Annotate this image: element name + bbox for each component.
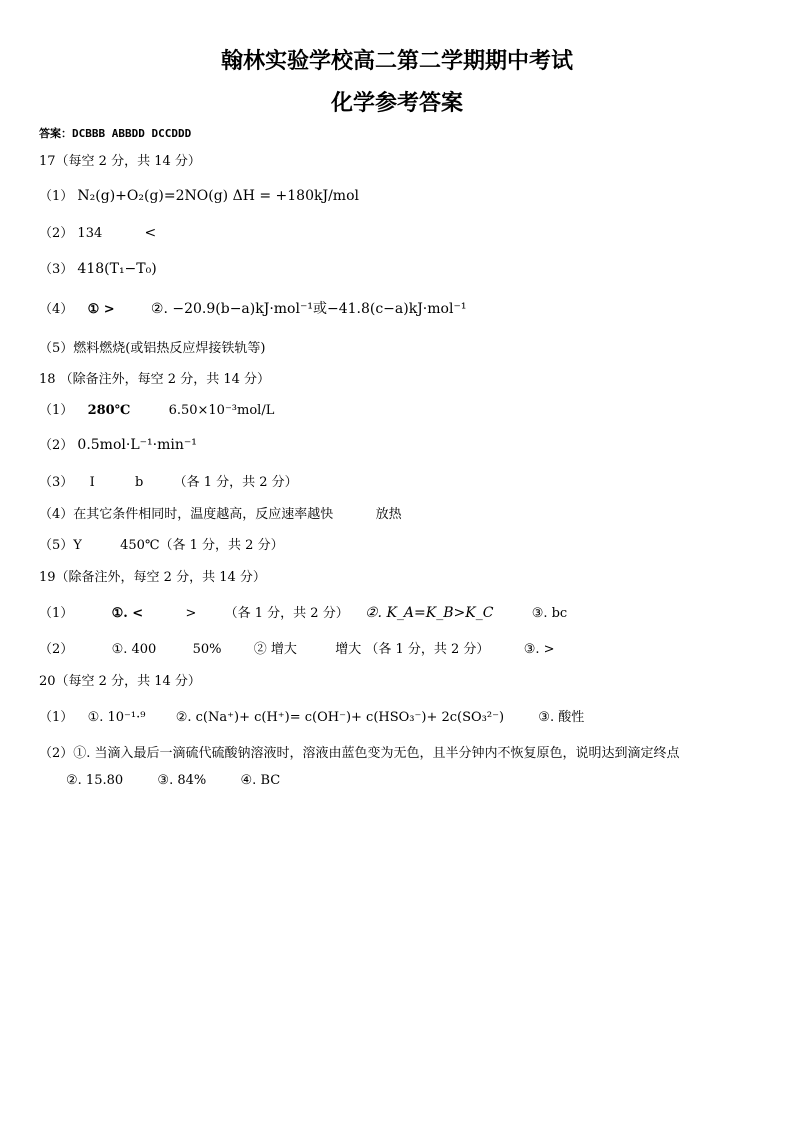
q18-1-answer-a: 280℃ — [87, 403, 131, 418]
q20-line-2: （2）①. 当滴入最后一滴硫代硫酸钠溶液时，溶液由蓝色变为无色，且半分钟内不恢复原色，说明达到滴定终点 — [39, 746, 680, 761]
q19-header: 19（除备注外，每空 2 分，共 14 分） — [39, 570, 266, 585]
q17-3-answer: 418(T₁−T₀) — [77, 261, 157, 277]
q17-2-answer-a: 134 — [77, 226, 103, 241]
q18-2-number: （2） — [39, 438, 74, 453]
q19-1-answer-b: > — [185, 606, 197, 621]
q17-1-number: （1） — [39, 189, 74, 204]
q19-2-answer-e: ③. > — [523, 642, 555, 657]
q17-2-answer-b: < — [144, 225, 157, 241]
q18-3-answer-a: I — [89, 475, 95, 490]
q18-4-answer-a: （4）在其它条件相同时，温度越高，反应速率越快 — [39, 507, 334, 522]
q18-line-2 — [39, 434, 197, 453]
q18-header: 18 （除备注外，每空 2 分，共 14 分） — [39, 372, 271, 387]
q17-4-answer-a: ① > — [87, 302, 115, 317]
q19-line-1 — [39, 602, 567, 621]
q18-line-1 — [39, 399, 274, 418]
q17-line-3 — [39, 258, 157, 277]
q18-2-answer: 0.5mol·L⁻¹·min⁻¹ — [77, 437, 197, 453]
q18-4-answer-b: 放热 — [375, 507, 402, 522]
q19-line-2 — [39, 638, 555, 657]
q19-2-answer-a: ①. 400 — [111, 642, 157, 657]
q18-3-answer-b: b — [134, 475, 144, 490]
q20-line-3 — [66, 773, 280, 788]
q19-1-answer-e: ③. bc — [531, 606, 568, 621]
q18-line-4 — [39, 503, 402, 522]
page-subtitle: 化学参考答案 — [330, 91, 463, 116]
q19-2-answer-b: 50% — [192, 642, 222, 657]
q18-line-5 — [39, 534, 284, 553]
q18-1-number: （1） — [39, 403, 74, 418]
q19-2-answer-c: ② 增大 — [253, 642, 297, 657]
q19-1-note: （各 1 分，共 2 分） — [224, 606, 349, 621]
q20-line-1 — [39, 706, 584, 725]
q17-4-answer-b: ②. −20.9(b−a)kJ·mol⁻¹或−41.8(c−a)kJ·mol⁻¹ — [150, 301, 467, 317]
q18-line-3 — [39, 471, 298, 490]
q18-1-answer-b: 6.50×10⁻³mol/L — [168, 403, 275, 418]
q20-3-answer-c: ④. BC — [240, 773, 281, 788]
multiple-choice-answers: 答案：DCBBB ABBDD DCCDDD — [39, 127, 192, 140]
q19-2-answer-d: 增大 （各 1 分，共 2 分） — [335, 642, 490, 657]
q17-line-5: （5）燃料燃烧(或铝热反应焊接铁轨等) — [39, 341, 266, 356]
q18-3-note: （各 1 分，共 2 分） — [173, 475, 298, 490]
q17-4-number: （4） — [39, 302, 74, 317]
q20-1-number: （1） — [39, 710, 74, 725]
q20-3-answer-b: ③. 84% — [157, 773, 207, 788]
q19-2-number: （2） — [39, 642, 74, 657]
q19-1-answer-a: ①. < — [111, 606, 144, 621]
q17-3-number: （3） — [39, 262, 74, 277]
q17-line-2 — [39, 222, 156, 241]
q17-line-1 — [39, 185, 359, 204]
q20-1-answer-a: ①. 10⁻¹·⁹ — [87, 710, 146, 725]
q20-3-answer-a: ②. 15.80 — [66, 773, 124, 788]
q18-5-number: （5）Y — [39, 538, 82, 553]
q17-header: 17（每空 2 分，共 14 分） — [39, 154, 201, 169]
q17-2-number: （2） — [39, 226, 74, 241]
q20-header: 20（每空 2 分，共 14 分） — [39, 674, 201, 689]
page-title: 翰林实验学校高二第二学期期中考试 — [220, 49, 573, 74]
q17-line-4 — [39, 298, 466, 318]
q18-3-number: （3） — [39, 475, 74, 490]
q20-1-answer-c: ③. 酸性 — [538, 710, 585, 725]
q18-5-answer: 450℃（各 1 分，共 2 分） — [120, 538, 284, 553]
q19-1-answer-d: ②. K_A=K_B>K_C — [365, 605, 494, 621]
q17-1-equation: N₂(g)+O₂(g)=2NO(g) ΔH = +180kJ/mol — [77, 188, 359, 204]
q20-1-answer-b: ②. c(Na⁺)+ c(H⁺)= c(OH⁻)+ c(HSO₃⁻)+ 2c(SO₃²⁻) — [175, 710, 505, 725]
q19-1-number: （1） — [39, 606, 74, 621]
